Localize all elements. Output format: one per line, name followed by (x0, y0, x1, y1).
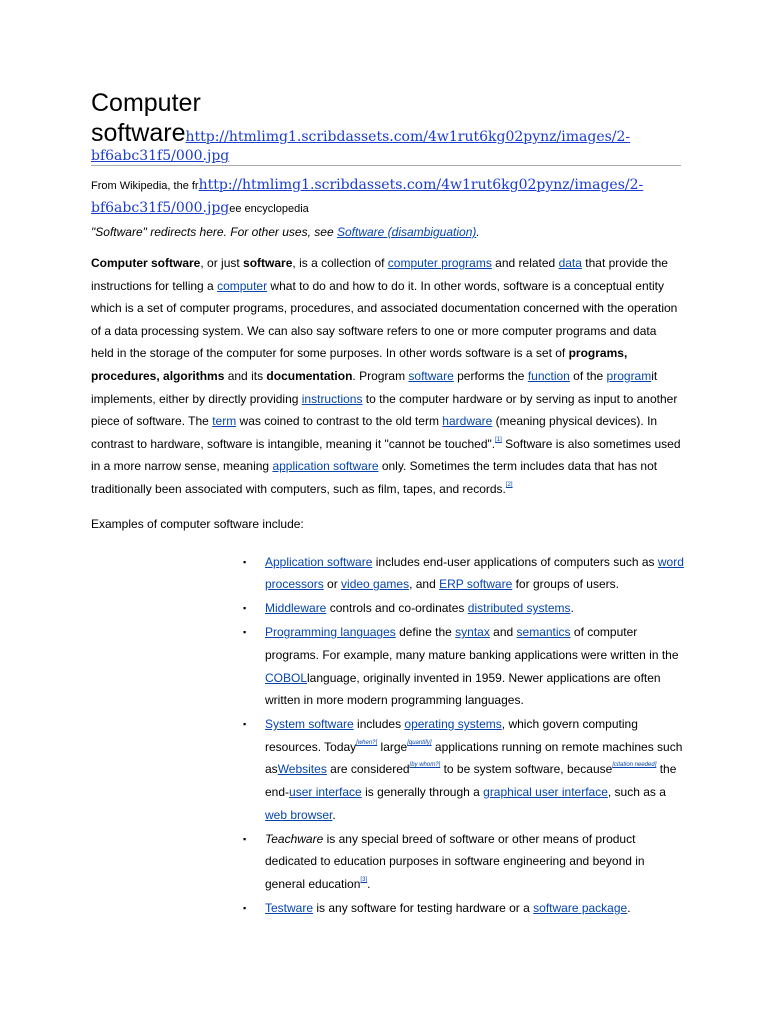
list-item (243, 551, 685, 596)
hatnote (91, 222, 681, 242)
text: define the (395, 625, 456, 640)
link-data[interactable]: data (558, 256, 582, 270)
citation-3[interactable]: [3] (360, 876, 368, 883)
source-text-start: From Wikipedia, the fr (91, 180, 199, 192)
text: , and (409, 577, 440, 592)
link-software-package[interactable]: software package (533, 900, 628, 915)
text: only. Sometimes the term includes data that has not traditionally been associated with computers, such as film, tapes, and records. (91, 459, 658, 496)
title-text: Computer software (91, 89, 201, 147)
link-syntax[interactable]: syntax (455, 625, 490, 640)
link-word-processors[interactable]: word processors (265, 554, 684, 592)
link-application-software[interactable]: application software (272, 459, 379, 474)
link-graphical-user-interface[interactable]: graphical user interface (483, 784, 608, 799)
examples-list (91, 551, 685, 920)
examples-heading: Examples of computer software include: (91, 516, 304, 531)
citation-quantify[interactable]: [quantify] (407, 739, 432, 746)
text: includes (353, 717, 405, 732)
text: the end- (265, 762, 677, 799)
title-image-url-end[interactable]: bf6abc31f5/000.jpg (91, 148, 230, 164)
list-item (243, 713, 685, 826)
text: controls and co-ordinates (326, 601, 468, 616)
citation-when[interactable]: [when?] (356, 739, 378, 746)
hatnote-text: "Software" redirects here. For other uses, see (91, 225, 337, 239)
text: , is a collection of (292, 256, 388, 270)
text: language, originally invented in 1959. Newer applications are often written in more modern programming languages. (265, 670, 661, 708)
italic-term: Teachware (265, 831, 324, 846)
source-image-url[interactable]: http://htmlimg1.scribdassets.com/4w1rut6kg02pynz/images/2- (198, 177, 644, 193)
article (91, 88, 684, 921)
text: of computer programs. For example, many mature banking applications were written in the (265, 625, 679, 662)
bold-term: software (243, 256, 293, 270)
source-line (91, 174, 681, 220)
link-software[interactable]: software (408, 368, 454, 383)
text: to the computer hardware or by serving as input to another piece of software. The (91, 391, 678, 429)
link-operating-systems[interactable]: operating systems (404, 717, 502, 732)
link-websites[interactable]: Websites (277, 762, 327, 777)
link-video-games[interactable]: video games (341, 577, 410, 592)
link-middleware[interactable]: Middleware (265, 601, 327, 616)
text: and its (224, 368, 267, 383)
text: . (367, 876, 371, 891)
bold-term: documentation (266, 368, 353, 383)
link-program[interactable]: program (606, 368, 652, 383)
text: (meaning physical devices). In contrast to hardware, software is intangible, meaning it "cannot be touched". (91, 414, 658, 451)
text: , which govern computing resources. Today (265, 717, 638, 754)
source-text-end: ee encyclopedia (229, 203, 309, 215)
intro-paragraph (91, 252, 681, 501)
citation-by-whom[interactable]: [by whom?] (409, 762, 441, 769)
list-item (243, 828, 685, 896)
text: was coined to contrast to the old term (236, 414, 443, 429)
text: what to do and how to do it. In other words, software is a conceptual entity which is a set of computer programs, procedures, and associated documentation concerned with the operation of a data processing system. We can also say software refers to one or more computer programs and data held in the storage of the computer for some purposes. In other words software is a set of (91, 278, 678, 361)
link-testware[interactable]: Testware (265, 900, 314, 915)
text: . Program (352, 368, 409, 383)
citation-1[interactable]: [1] (495, 436, 502, 443)
link-web-browser[interactable]: web browser (265, 807, 333, 822)
text: and related (491, 256, 559, 270)
text: that provide the instructions for telling a (91, 256, 668, 293)
list-item (243, 897, 685, 920)
link-computer[interactable]: computer (217, 278, 268, 293)
bullet-icon: ▪ (243, 833, 247, 844)
bold-term: Computer software (91, 256, 201, 270)
bullet-icon: ▪ (243, 627, 247, 638)
link-term[interactable]: term (212, 414, 237, 429)
bullet-icon: ▪ (243, 719, 247, 730)
text: is any special breed of software or other means of product dedicated to education purposes in software engineering and beyond in general education (265, 831, 645, 891)
text: . (627, 900, 631, 915)
link-hardware[interactable]: hardware (442, 414, 493, 429)
text: includes end-user applications of computers such as (372, 554, 658, 569)
text: . (332, 807, 336, 822)
text: are considered (326, 762, 410, 777)
link-semantics[interactable]: semantics (516, 625, 571, 640)
text: or (323, 577, 342, 592)
text: is any software for testing hardware or a (313, 900, 534, 915)
link-distributed-systems[interactable]: distributed systems (467, 601, 571, 616)
text: and (489, 625, 517, 640)
title-image-url[interactable]: http://htmlimg1.scribdassets.com/4w1rut6kg02pynz/images/2- (185, 129, 631, 145)
link-system-software[interactable]: System software (265, 717, 354, 732)
link-erp-software[interactable]: ERP software (439, 577, 513, 592)
link-function[interactable]: function (527, 368, 570, 383)
text: of the (569, 368, 607, 383)
citation-2[interactable]: [2] (505, 481, 513, 488)
link-user-interface[interactable]: user interface (289, 784, 362, 799)
text: Software is also sometimes used in a more narrow sense, meaning (91, 436, 681, 474)
citation-needed[interactable]: [citation needed] (612, 762, 657, 769)
text: for groups of users. (512, 577, 619, 592)
text: it implements, either by directly providing (91, 368, 658, 406)
page-title (91, 88, 681, 166)
text: to be system software, because (440, 762, 613, 777)
text: applications running on remote machines such as (265, 739, 683, 777)
list-item (243, 597, 685, 620)
text: . (570, 601, 574, 616)
text: large (377, 739, 408, 754)
bullet-icon: ▪ (243, 603, 247, 614)
text: is generally through a (361, 784, 484, 799)
link-programming-languages[interactable]: Programming languages (265, 625, 396, 640)
bold-term: programs, procedures, algorithms (91, 346, 628, 383)
text: performs the (453, 368, 528, 383)
list-item (243, 621, 685, 711)
link-cobol[interactable]: COBOL (265, 670, 308, 685)
source-image-url-end[interactable]: bf6abc31f5/000.jpg (91, 200, 230, 216)
link-application-software[interactable]: Application software (265, 554, 373, 569)
bullet-icon: ▪ (243, 556, 247, 567)
text: , or just (200, 256, 244, 270)
link-computer-programs[interactable]: computer programs (387, 256, 492, 270)
link-instructions[interactable]: instructions (301, 391, 363, 406)
bullet-icon: ▪ (243, 902, 247, 913)
hatnote-end: . (476, 225, 480, 239)
disambiguation-link[interactable]: Software (disambiguation) (336, 225, 477, 239)
text: , such as a (607, 784, 666, 799)
